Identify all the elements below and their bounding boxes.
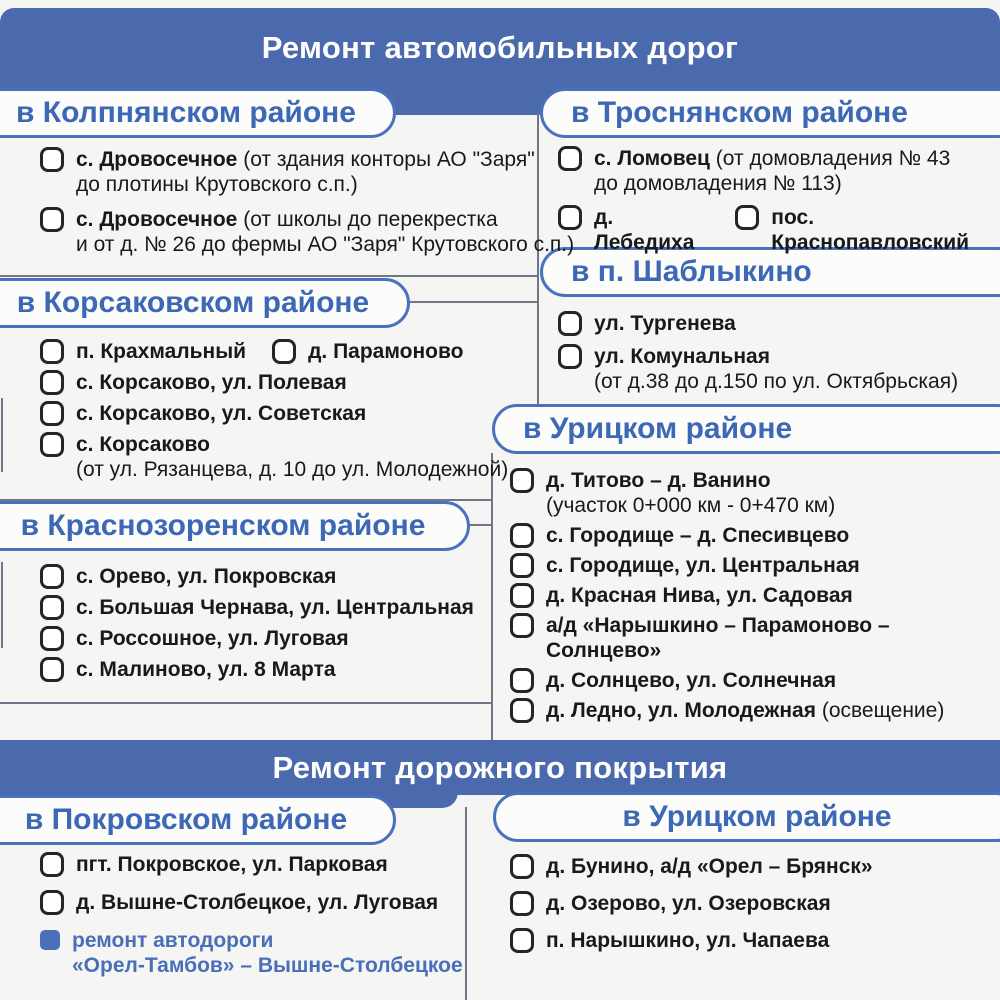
checkbox-icon[interactable] — [40, 432, 64, 457]
item-name: пос. Краснопавловский — [771, 206, 970, 254]
section-list-uritsky-surface — [510, 854, 873, 953]
list-item — [510, 698, 1000, 723]
card-border-line — [1, 562, 3, 648]
item-text — [76, 370, 347, 395]
item-text — [594, 205, 709, 255]
checkbox-icon[interactable] — [272, 339, 296, 364]
item-name: д. Ледно, ул. Молодежная — [546, 699, 816, 722]
item-name: с. Городище – д. Спесивцево — [546, 524, 850, 547]
item-name: д. Красная Нива, ул. Садовая — [546, 584, 853, 607]
checkbox-icon[interactable] — [40, 595, 64, 620]
item-text — [546, 583, 853, 608]
checkbox-icon[interactable] — [558, 205, 582, 230]
list-item — [510, 928, 873, 953]
card-border-line — [1, 398, 3, 472]
section-title: в Урицком районе — [523, 412, 793, 445]
banner-surface-repair — [0, 740, 1000, 795]
item-text — [546, 613, 1000, 663]
item-detail-line2: до плотины Крутовского с.п.) — [76, 173, 358, 196]
checkbox-icon[interactable] — [510, 613, 534, 638]
list-item — [40, 432, 508, 482]
item-text — [546, 891, 831, 916]
item-name: п. Крахмальный — [76, 340, 247, 363]
list-item — [510, 583, 1000, 608]
item-text — [76, 657, 336, 682]
section-header-korsakovsky — [0, 278, 410, 328]
list-item — [510, 854, 873, 879]
checkbox-icon[interactable] — [558, 311, 582, 336]
item-text — [546, 668, 836, 693]
checkbox-icon[interactable] — [510, 928, 534, 953]
list-item — [40, 852, 463, 877]
item-detail-line2: «Орел-Тамбов» – Вышне-Столбецкое — [72, 954, 463, 977]
item-text — [308, 339, 463, 364]
item-text — [76, 564, 336, 589]
item-name: п. Нарышкино, ул. Чапаева — [546, 929, 830, 952]
list-item — [40, 370, 508, 395]
checkbox-icon[interactable] — [40, 207, 64, 232]
list-item — [40, 207, 574, 257]
banner-title: Ремонт автомобильных дорог — [261, 30, 739, 65]
item-name: д. Озерово, ул. Озеровская — [546, 892, 831, 915]
list-item-row — [558, 205, 1000, 255]
item-name: с. Корсаково, ул. Советская — [76, 402, 367, 425]
section-list-pokrovsky — [40, 852, 463, 978]
checkbox-icon[interactable] — [40, 564, 64, 589]
item-name: с. Корсаково — [76, 433, 210, 456]
section-list-krasnozorensky — [40, 564, 474, 682]
checkbox-icon[interactable] — [40, 339, 64, 364]
list-item — [510, 891, 873, 916]
list-item — [735, 205, 1000, 255]
item-text — [76, 207, 574, 257]
item-text — [76, 339, 246, 364]
section-title: в Краснозоренском районе — [20, 509, 426, 542]
section-title: в Троснянском районе — [571, 96, 908, 129]
list-item — [272, 339, 463, 364]
item-text — [76, 432, 508, 482]
checkbox-icon[interactable] — [510, 468, 534, 493]
checkbox-icon[interactable] — [510, 523, 534, 548]
card-border-line — [0, 702, 492, 704]
checkbox-icon[interactable] — [510, 583, 534, 608]
list-item — [40, 564, 474, 589]
item-name: а/д «Нарышкино – Парамоново – Солнцево» — [546, 614, 890, 662]
item-detail-line2: до домовладения № 113) — [594, 172, 842, 195]
checkbox-icon[interactable] — [510, 668, 534, 693]
checkbox-icon[interactable] — [40, 626, 64, 651]
section-header-uritsky-surface — [493, 792, 1000, 842]
section-title: в Покровском районе — [24, 803, 348, 836]
checkbox-icon[interactable] — [40, 401, 64, 426]
list-item — [40, 890, 463, 915]
checkbox-icon[interactable] — [510, 891, 534, 916]
section-header-trosnyansky — [540, 88, 1000, 138]
item-name: с. Большая Чернава, ул. Центральная — [76, 596, 474, 619]
checkbox-icon[interactable] — [40, 852, 64, 877]
card-border-line — [0, 275, 539, 277]
item-name: ремонт автодороги — [72, 929, 274, 952]
item-text — [771, 205, 1000, 255]
section-title: в Урицком районе — [622, 800, 892, 833]
item-name: д. Парамоново — [308, 340, 464, 363]
list-item — [558, 311, 958, 336]
item-detail-line2: (от ул. Рязанцева, д. 10 до ул. Молодежной) — [76, 458, 509, 481]
list-item — [510, 668, 1000, 693]
section-list-trosnyansky — [558, 146, 1000, 255]
item-name: с. Ломовец — [594, 147, 710, 170]
checkbox-icon[interactable] — [558, 146, 582, 171]
section-title: в Корсаковском районе — [16, 286, 370, 319]
list-item — [40, 147, 574, 197]
item-text — [76, 626, 349, 651]
list-item — [558, 146, 1000, 196]
list-item-highlighted — [40, 928, 463, 978]
connector-line — [468, 524, 493, 526]
section-header-pokrovsky — [0, 795, 396, 845]
item-name: д. Титово – д. Ванино — [546, 469, 771, 492]
item-name: д. Солнцево, ул. Солнечная — [546, 669, 837, 692]
connector-line — [408, 301, 539, 303]
checkbox-icon[interactable] — [40, 890, 64, 915]
list-item — [510, 613, 1000, 663]
item-name: пгт. Покровское, ул. Парковая — [76, 853, 388, 876]
item-text — [546, 523, 849, 548]
item-detail: (от школы до перекрестка — [237, 208, 498, 231]
list-item — [40, 339, 246, 364]
item-text — [594, 344, 958, 394]
section-title: в Колпнянском районе — [16, 96, 356, 129]
item-name: д. Бунино, а/д «Орел – Брянск» — [546, 855, 873, 878]
list-item — [40, 595, 474, 620]
column-divider-line — [491, 453, 493, 740]
checkbox-icon[interactable] — [558, 344, 582, 369]
item-text — [76, 147, 535, 197]
checkbox-icon[interactable] — [40, 147, 64, 172]
checkbox-icon[interactable] — [735, 205, 759, 230]
section-header-kolpnyansky — [0, 88, 396, 138]
list-item — [510, 553, 1000, 578]
checkbox-icon[interactable] — [510, 553, 534, 578]
section-list-uritsky-roads — [510, 468, 1000, 723]
list-item — [510, 523, 1000, 548]
item-name: с. Дровосечное — [76, 148, 238, 171]
section-header-krasnozorensky — [0, 501, 470, 551]
checkbox-icon[interactable] — [40, 657, 64, 682]
item-detail: (от здания конторы АО "Заря" — [237, 148, 535, 171]
list-item — [510, 468, 1000, 518]
section-header-uritsky-roads — [492, 404, 1000, 454]
item-detail-line2: и от д. № 26 до фермы АО "Заря" Крутовского с.п.) — [76, 233, 575, 256]
item-name: с. Дровосечное — [76, 208, 238, 231]
item-text — [594, 311, 736, 336]
item-detail: (освещение) — [816, 699, 945, 722]
item-name: с. Городище, ул. Центральная — [546, 554, 860, 577]
item-text — [76, 890, 438, 915]
item-text — [546, 553, 860, 578]
list-item — [40, 626, 474, 651]
item-detail: (от домовладения № 43 — [709, 147, 951, 170]
item-name: д. Лебедиха — [594, 206, 695, 254]
item-text — [76, 595, 474, 620]
item-name: с. Россошное, ул. Луговая — [76, 627, 349, 650]
item-text — [546, 698, 944, 723]
list-item — [558, 344, 958, 394]
item-text — [76, 852, 388, 877]
list-item-row — [40, 339, 508, 364]
item-name: ул. Тургенева — [594, 312, 736, 335]
list-item — [40, 657, 474, 682]
item-detail-line2: (от д.38 до д.150 по ул. Октябрьская) — [594, 370, 959, 393]
item-text — [546, 928, 829, 953]
checkbox-icon[interactable] — [40, 370, 64, 395]
section-list-korsakovsky — [40, 339, 508, 482]
item-name: с. Орево, ул. Покровская — [76, 565, 337, 588]
item-name: д. Вышне-Столбецкое, ул. Луговая — [76, 891, 439, 914]
item-text — [594, 146, 950, 196]
item-name: с. Малиново, ул. 8 Марта — [76, 658, 336, 681]
item-name: с. Корсаково, ул. Полевая — [76, 371, 347, 394]
section-title: в п. Шаблыкино — [571, 255, 812, 288]
checkbox-icon[interactable] — [510, 698, 534, 723]
item-text — [72, 928, 463, 978]
checkbox-icon[interactable] — [510, 854, 534, 879]
list-item — [558, 205, 709, 255]
banner-title: Ремонт дорожного покрытия — [272, 749, 728, 785]
section-list-shablykino — [558, 311, 958, 394]
item-name: ул. Комунальная — [594, 345, 770, 368]
section-list-kolpnyansky — [40, 147, 574, 257]
item-text — [76, 401, 366, 426]
blue-square-bullet — [40, 930, 60, 950]
list-item — [40, 401, 508, 426]
column-divider-line — [465, 807, 467, 1000]
item-detail-line2: (участок 0+000 км - 0+470 км) — [546, 494, 836, 517]
item-text — [546, 854, 873, 879]
item-text — [546, 468, 835, 518]
